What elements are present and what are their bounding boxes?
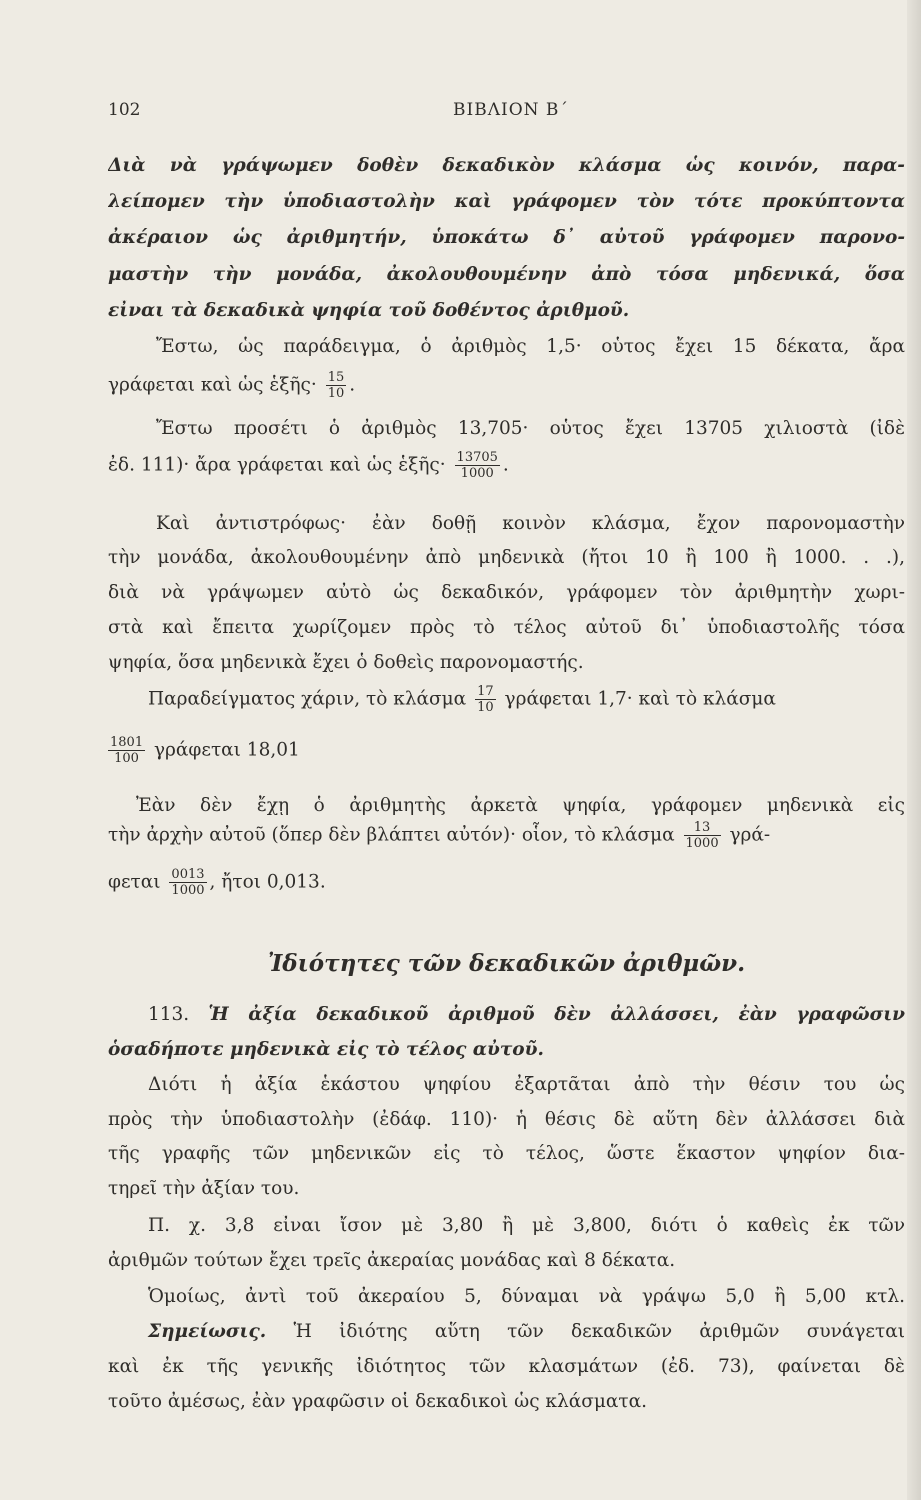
text-line: Π. χ. 3,8 εἶναι ἴσον μὲ 3,80 ἢ μὲ 3,800, διότι ὁ καθεὶς ἐκ τῶν [148, 1215, 905, 1236]
text-segment: γράφεται καὶ ὡς ἑξῆς· [108, 374, 317, 396]
fraction-numerator: 17 [477, 684, 494, 699]
text-line [108, 684, 905, 724]
text-line: Ἐὰν δὲν ἔχῃ ὁ ἀριθμητὴς ἀρκετὰ ψηφία, γράφομεν μηδενικὰ εἰς [136, 795, 905, 816]
fraction [684, 820, 721, 851]
fraction-denominator: 1000 [685, 836, 719, 851]
fraction-numerator: 15 [327, 370, 345, 385]
text-line: ψηφία, ὅσα μηδενικὰ ἔχει ὁ δοθεὶς παρονομαστής. [108, 652, 584, 673]
fraction-numerator: 13705 [456, 450, 498, 465]
text-line: Διότι ἡ ἀξία ἑκάστου ψηφίου ἐξαρτᾶται ἀπὸ τὴν θέσιν του ὡς [148, 1074, 905, 1095]
text-line: καὶ ἐκ τῆς γενικῆς ἰδιότητος τῶν κλασμάτων (ἐδ. 73), φαίνεται δὲ [108, 1356, 905, 1377]
text-segment: φεται [108, 871, 161, 893]
page-edge [907, 0, 921, 1500]
rule-line: εἶναι τὰ δεκαδικὰ ψηφία τοῦ δοθέντος ἀριθμοῦ. [108, 300, 630, 321]
rule-line: Διὰ νὰ γράψωμεν δοθὲν δεκαδικὸν κλάσμα ὡς κοινόν, παρα- [108, 155, 905, 176]
text-segment: . [502, 454, 509, 476]
text-segment: . [349, 374, 356, 396]
paragraph-number: 113. [148, 1004, 190, 1025]
text-line: τοῦτο ἀμέσως, ἐὰν γραφῶσιν οἱ δεκαδικοὶ ὡς κλάσματα. [108, 1391, 647, 1412]
fraction-numerator: 13 [684, 820, 721, 836]
text-line: ἀριθμῶν τούτων ἔχει τρεῖς ἀκεραίας μονάδας καὶ 8 δέκατα. [108, 1250, 676, 1271]
section-heading: Ἰδιότητες τῶν δεκαδικῶν ἀριθμῶν. [267, 950, 746, 977]
text-line: Ὁμοίως, ἀντὶ τοῦ ἀκεραίου 5, δύναμαι νὰ γράψω 5,0 ἢ 5,00 κτλ. [148, 1286, 905, 1307]
rule-line: ὁσαδήποτε μηδενικὰ εἰς τὸ τέλος αὐτοῦ. [108, 1039, 544, 1060]
text-segment: Παραδείγματος χάριν, τὸ κλάσμα [148, 688, 467, 710]
text-segment: Ἡ ἰδιότης αὕτη τῶν δεκαδικῶν ἀριθμῶν συνάγεται [293, 1321, 905, 1342]
fraction [455, 450, 500, 481]
text-line: Ἔστω, ὡς παράδειγμα, ὁ ἀριθμὸς 1,5· οὗτος ἔχει 15 δέκατα, ἄρα [156, 336, 905, 357]
text-line: διὰ νὰ γράψωμεν αὐτὸ ὡς δεκαδικόν, γράφομεν τὸν ἀριθμητὴν χωρι- [108, 582, 905, 603]
text-segment: γράφεται 18,01 [153, 739, 300, 761]
text-line: τηρεῖ τὴν ἀξίαν του. [108, 1178, 300, 1199]
text-segment: τὴν ἀρχὴν αὐτοῦ (ὅπερ δὲν βλάπτει αὐτόν)· οἷον, τὸ κλάσμα [108, 824, 675, 846]
running-title: ΒΙΒΛΙΟΝ Β΄ [453, 100, 569, 120]
fraction-denominator: 10 [327, 386, 345, 401]
rule-line: λείπομεν τὴν ὑποδιαστολὴν καὶ γράφομεν τὸν τότε προκύπτοντα [108, 191, 905, 212]
text-line: στὰ καὶ ἔπειτα χωρίζομεν πρὸς τὸ τέλος αὐτοῦ δι᾽ ὑποδιαστολῆς τόσα [108, 617, 905, 638]
text-segment: , ἤτοι 0,013. [209, 871, 326, 893]
text-line: τὴν μονάδα, ἀκολουθουμένην ἀπὸ μηδενικὰ (ἤτοι 10 ἢ 100 ἢ 1000. . .), [108, 547, 905, 568]
fraction-numerator: 1801 [110, 735, 144, 750]
fraction-denominator: 1000 [460, 466, 494, 481]
rule-text: Ἡ ἀξία δεκαδικοῦ ἀριθμοῦ δὲν ἀλλάσσει, ἐὰν γραφῶσιν [208, 1004, 905, 1025]
text-segment: γρά- [729, 824, 771, 846]
page-number: 102 [108, 100, 141, 120]
fraction-denominator: 1000 [171, 883, 205, 898]
text-line [108, 867, 905, 907]
rule-line: ἀκέραιον ὡς ἀριθμητήν, ὑποκάτω δ᾽ αὐτοῦ γράφομεν παρονο- [108, 227, 905, 248]
rule-line: μαστὴν τὴν μονάδα, ἀκολουθουμένην ἀπὸ τόσα μηδενικά, ὅσα [108, 264, 905, 285]
text-line: τῆς γραφῆς τῶν μηδενικῶν εἰς τὸ τέλος, ὥστε ἕκαστον ψηφίον δια- [108, 1143, 905, 1164]
page-header [108, 100, 898, 130]
text-line [108, 370, 905, 410]
text-line: Καὶ ἀντιστρόφως· ἐὰν δοθῇ κοινὸν κλάσμα, ἔχον παρονομαστὴν [156, 513, 905, 534]
fraction [326, 370, 347, 401]
fraction-numerator: 0013 [171, 867, 205, 882]
rule-line [108, 1004, 905, 1025]
text-line [108, 1321, 905, 1342]
text-line: πρὸς τὴν ὑποδιαστολὴν (ἐδάφ. 110)· ἡ θέσις δὲ αὕτη δὲν ἀλλάσσει διὰ [108, 1109, 905, 1130]
text-segment: γράφεται 1,7· καὶ τὸ κλάσμα [504, 688, 776, 710]
fraction [108, 735, 145, 766]
text-line: Ἔστω προσέτι ὁ ἀριθμὸς 13,705· οὗτος ἔχει 13705 χιλιοστὰ (ἰδὲ [156, 418, 905, 439]
fraction-denominator: 10 [477, 700, 494, 715]
fraction-denominator: 100 [114, 751, 139, 766]
text-line [108, 735, 905, 775]
text-line [108, 450, 905, 490]
note-label: Σημείωσις. [148, 1321, 267, 1342]
text-line [108, 820, 905, 860]
text-segment: ἐδ. 111)· ἄρα γράφεται καὶ ὡς ἑξῆς· [108, 454, 446, 476]
fraction [169, 867, 206, 898]
fraction [475, 684, 496, 715]
